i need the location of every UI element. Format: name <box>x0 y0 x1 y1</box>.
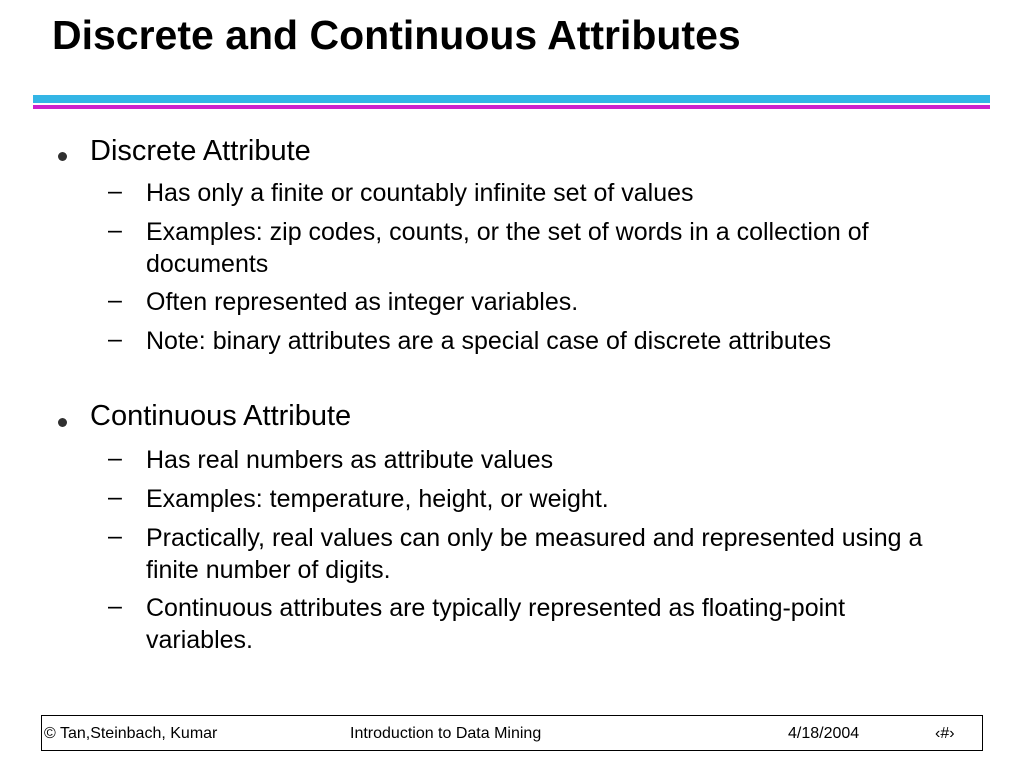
slide-title: Discrete and Continuous Attributes <box>52 12 741 58</box>
sub-bullet-text: Has real numbers as attribute values <box>146 446 554 474</box>
sub-bullet-text: Often represented as integer variables. <box>146 288 579 316</box>
sub-bullet-text: Continuous attributes are typically represented as floating-point variables. <box>146 594 846 654</box>
sub-bullet-text: Examples: zip codes, counts, or the set of words in a collection of documents <box>146 218 869 278</box>
bullet-dot-icon <box>58 152 67 161</box>
dash-icon: – <box>108 444 122 472</box>
dash-icon: – <box>108 592 122 620</box>
title-rule-cyan <box>33 95 990 103</box>
dash-icon: – <box>108 177 122 205</box>
bullet-heading: Discrete Attribute <box>90 135 311 167</box>
sub-bullet-text: Examples: temperature, height, or weight. <box>146 485 609 513</box>
bullet-dot-icon <box>58 418 67 427</box>
bullet-heading: Continuous Attribute <box>90 400 352 432</box>
footer-date: 4/18/2004 <box>788 725 860 742</box>
sub-bullet-text: Practically, real values can only be measured and represented using a finite number of digits. <box>146 524 923 584</box>
sub-bullet-text: Has only a finite or countably infinite set of values <box>146 179 694 207</box>
slide-footer <box>41 715 983 751</box>
dash-icon: – <box>108 522 122 550</box>
dash-icon: – <box>108 483 122 511</box>
footer-page-number: ‹#› <box>935 725 955 742</box>
footer-authors: © Tan,Steinbach, Kumar <box>44 725 218 742</box>
sub-bullet-text: Note: binary attributes are a special case of discrete attributes <box>146 327 832 355</box>
footer-course: Introduction to Data Mining <box>350 725 542 742</box>
dash-icon: – <box>108 325 122 353</box>
title-rule-magenta <box>33 105 990 109</box>
dash-icon: – <box>108 216 122 244</box>
dash-icon: – <box>108 286 122 314</box>
